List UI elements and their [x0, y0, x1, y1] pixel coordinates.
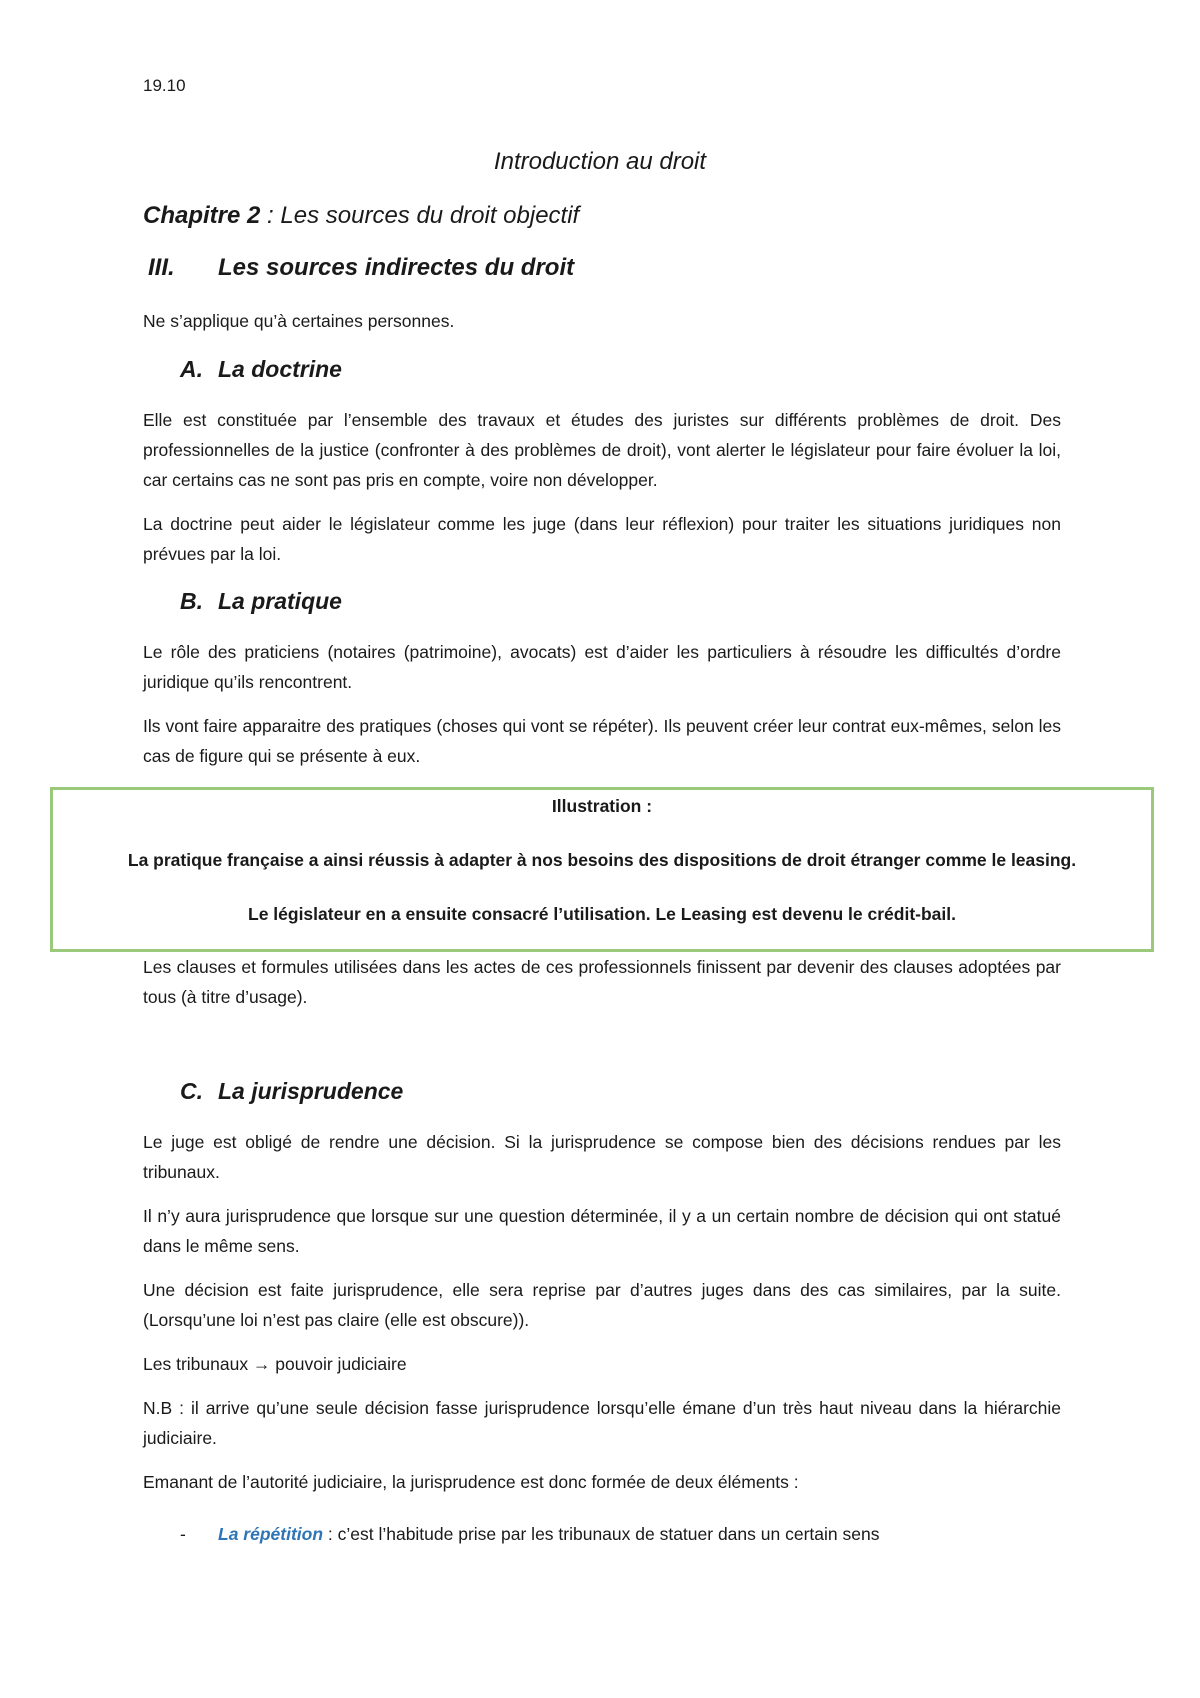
jurisprudence-note: N.B : il arrive qu’une seule décision fasse jurisprudence lorsqu’elle émane d’un très haut niveau dans la hiérarchie judiciaire. [143, 1398, 1061, 1448]
pratique-paragraph-2: Ils vont faire apparaitre des pratiques (choses qui vont se répéter). Ils peuvent créer leur contrat eux-mêmes, selon les cas de figure qui se présente à eux. [143, 716, 1061, 766]
chapter-text: Les sources du droit objectif [280, 202, 580, 229]
section-heading [148, 254, 574, 282]
illustration-box [50, 787, 1154, 952]
bullet-dash: - [180, 1524, 186, 1544]
bullet-text: : c’est l’habitude prise par les tribunaux de statuer dans un certain sens [323, 1524, 880, 1544]
document-title: Introduction au droit [493, 148, 707, 175]
chapter-separator: : [260, 202, 281, 229]
date-header: 19.10 [143, 76, 186, 95]
doctrine-paragraph-1: Elle est constituée par l’ensemble des travaux et études des juristes sur différents problèmes de droit. Des professionnelles de la justice (confronter à des problèmes de droit), vont alerter le législateur pour faire évoluer la loi, car certains cas ne sont pas pris en compte, voire non développer. [143, 410, 1061, 490]
illustration-line-2: Le législateur en a ensuite consacré l’utilisation. Le Leasing est devenu le crédit-bail. [248, 904, 956, 924]
subheading-jurisprudence [180, 1078, 403, 1105]
pratique-paragraph-3: Les clauses et formules utilisées dans les actes de ces professionnels finissent par devenir des clauses adoptées par tous (à titre d’usage). [143, 957, 1061, 1007]
subheading-title: La doctrine [218, 356, 342, 382]
section-number: III. [148, 254, 175, 281]
jurisprudence-paragraph-2: Il n’y aura jurisprudence que lorsque sur une question déterminée, il y a un certain nombre de décision qui ont statué dans le même sens. [143, 1206, 1061, 1256]
illustration-line-1: La pratique française a ainsi réussis à adapter à nos besoins des dispositions de droit étranger comme le leasing. [127, 850, 1077, 870]
jurisprudence-paragraph-6: Emanant de l’autorité judiciaire, la jurisprudence est donc formée de deux éléments : [143, 1472, 799, 1492]
jurisprudence-paragraph-1: Le juge est obligé de rendre une décision. Si la jurisprudence se compose bien des décisions rendues par les tribunaux. [143, 1132, 1061, 1182]
chapter-heading [143, 202, 579, 230]
section-intro: Ne s’applique qu’à certaines personnes. [143, 311, 455, 331]
section-title: Les sources indirectes du droit [218, 254, 575, 281]
doctrine-paragraph-2: La doctrine peut aider le législateur comme les juge (dans leur réflexion) pour traiter les situations juridiques non prévues par la loi. [143, 514, 1061, 564]
jurisprudence-paragraph-4: Les tribunaux → pouvoir judiciaire [143, 1354, 407, 1374]
bullet-term: La répétition [218, 1524, 324, 1544]
list-item [180, 1524, 879, 1545]
subheading-pratique [180, 588, 342, 615]
subheading-title: La jurisprudence [218, 1078, 404, 1104]
jurisprudence-paragraph-3: Une décision est faite jurisprudence, elle sera reprise par d’autres juges dans des cas similaires, par la suite. (Lorsqu’une loi n’est pas claire (elle est obscure)). [143, 1280, 1061, 1330]
pratique-paragraph-1: Le rôle des praticiens (notaires (patrimoine), avocats) est d’aider les particuliers à résoudre les difficultés d’ordre juridique qu’ils rencontrent. [143, 642, 1061, 692]
subheading-letter: A. [180, 356, 203, 382]
subheading-letter: C. [180, 1078, 203, 1104]
illustration-heading: Illustration : [551, 796, 653, 816]
subheading-letter: B. [180, 588, 203, 614]
subheading-title: La pratique [218, 588, 342, 614]
chapter-label: Chapitre 2 [143, 202, 261, 229]
subheading-doctrine [180, 356, 342, 383]
